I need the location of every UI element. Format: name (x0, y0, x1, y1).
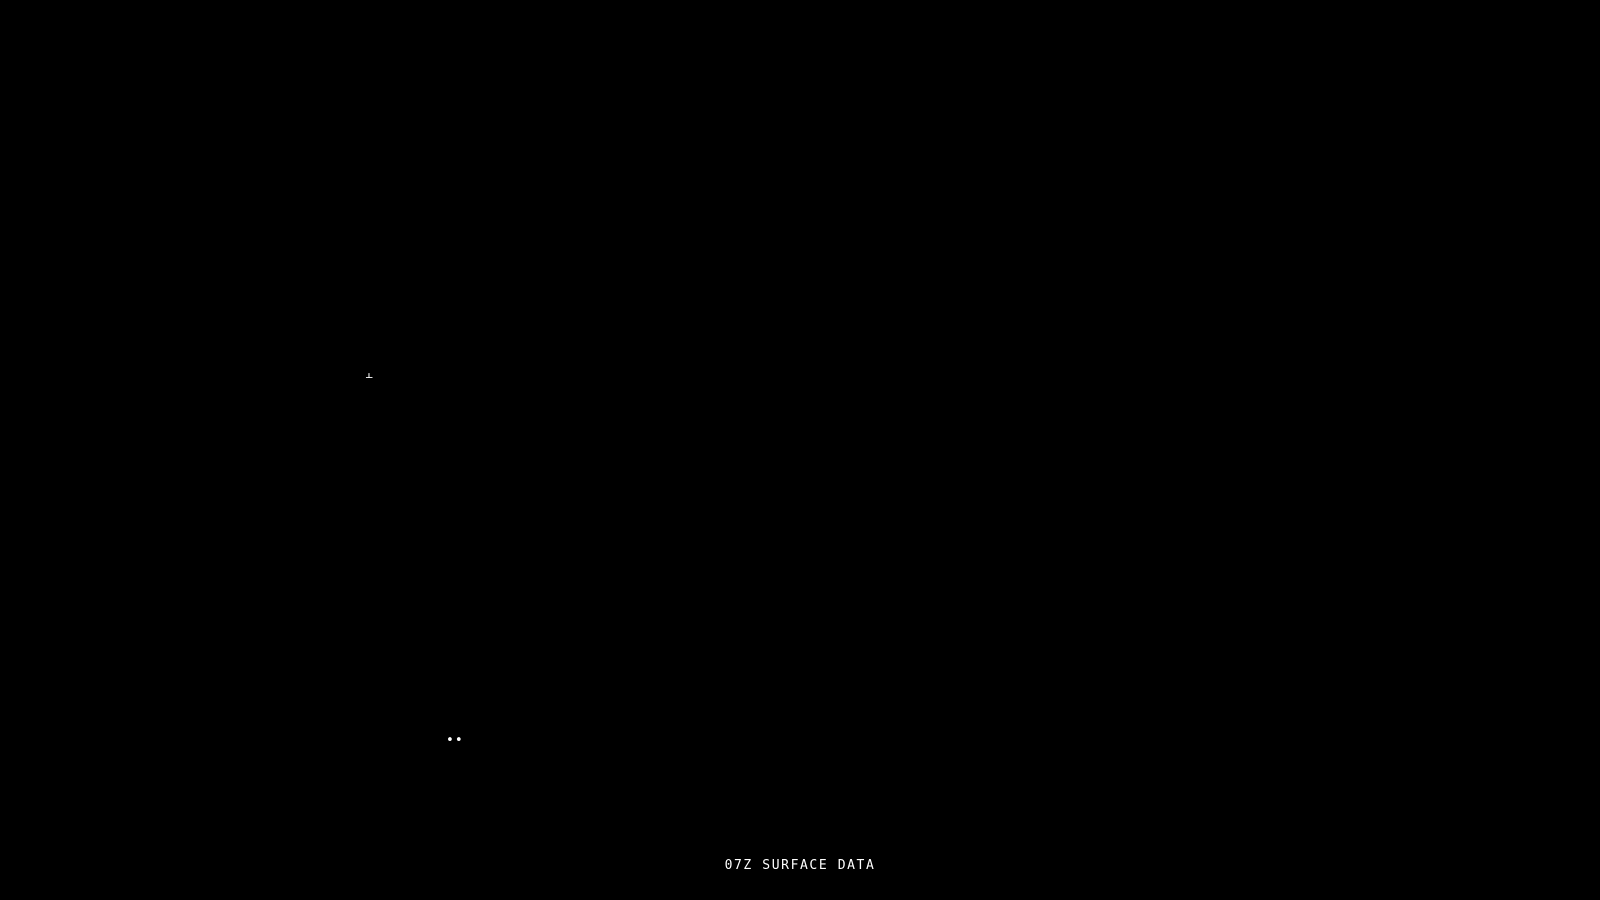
station-plot-lower-icon: •• (446, 733, 464, 748)
station-plot-upper-icon: ⫠ (365, 367, 373, 382)
map-caption: 07Z SURFACE DATA (724, 858, 876, 873)
